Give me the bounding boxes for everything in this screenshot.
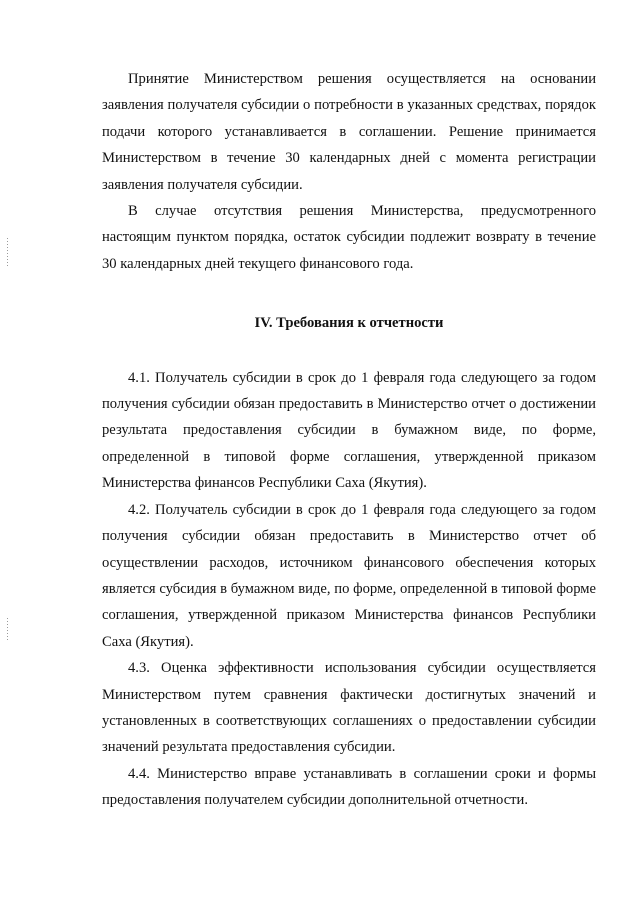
paragraph-4-2: 4.2. Получатель субсидии в срок до 1 февраля года следующего за годом получения субсидии обязан предоставить в Министерство отчет об осуществлении расходов, источником финансового обеспечения которых является субсидия в бумажном виде, по форме, определенной в типовой форме соглашения, утвержденной приказом Министерства финансов Республики Саха (Якутия). <box>102 501 596 650</box>
paragraph-decision-basis: Принятие Министерством решения осуществляется на основании заявления получателя субсидии о потребности в указанных средствах, порядок подачи которого устанавливается в соглашении. Решение принимается Министерством в течение 30 календарных дней с момента регистрации заявления получателя субсидии. <box>102 71 596 193</box>
margin-mark <box>7 618 8 640</box>
document-body <box>102 66 596 814</box>
paragraph-subsidy-return: В случае отсутствия решения Министерства, предусмотренного настоящим пунктом порядка, остаток субсидии подлежит возврату в течение 30 календарных дней текущего финансового года. <box>102 203 596 272</box>
margin-mark <box>7 238 8 268</box>
paragraph-4-1: 4.1. Получатель субсидии в срок до 1 февраля года следующего за годом получения субсидии обязан предоставить в Министерство отчет о достижении результата предоставления субсидии в бумажном виде, по форме, определенной в типовой форме соглашения, утвержденной приказом Министерства финансов Республики Саха (Якутия). <box>102 369 596 492</box>
section-title: IV. Требования к отчетности <box>254 315 444 332</box>
paragraph-4-3: 4.3. Оценка эффективности использования субсидии осуществляется Министерством путем сравнения фактически достигнутых значений и установленных в соответствующих соглашениях о предоставлении субсидии значений результата предоставления субсидии. <box>102 660 596 756</box>
paragraph-4-4: 4.4. Министерство вправе устанавливать в соглашении сроки и формы предоставления получателем субсидии дополнительной отчетности. <box>102 765 596 809</box>
